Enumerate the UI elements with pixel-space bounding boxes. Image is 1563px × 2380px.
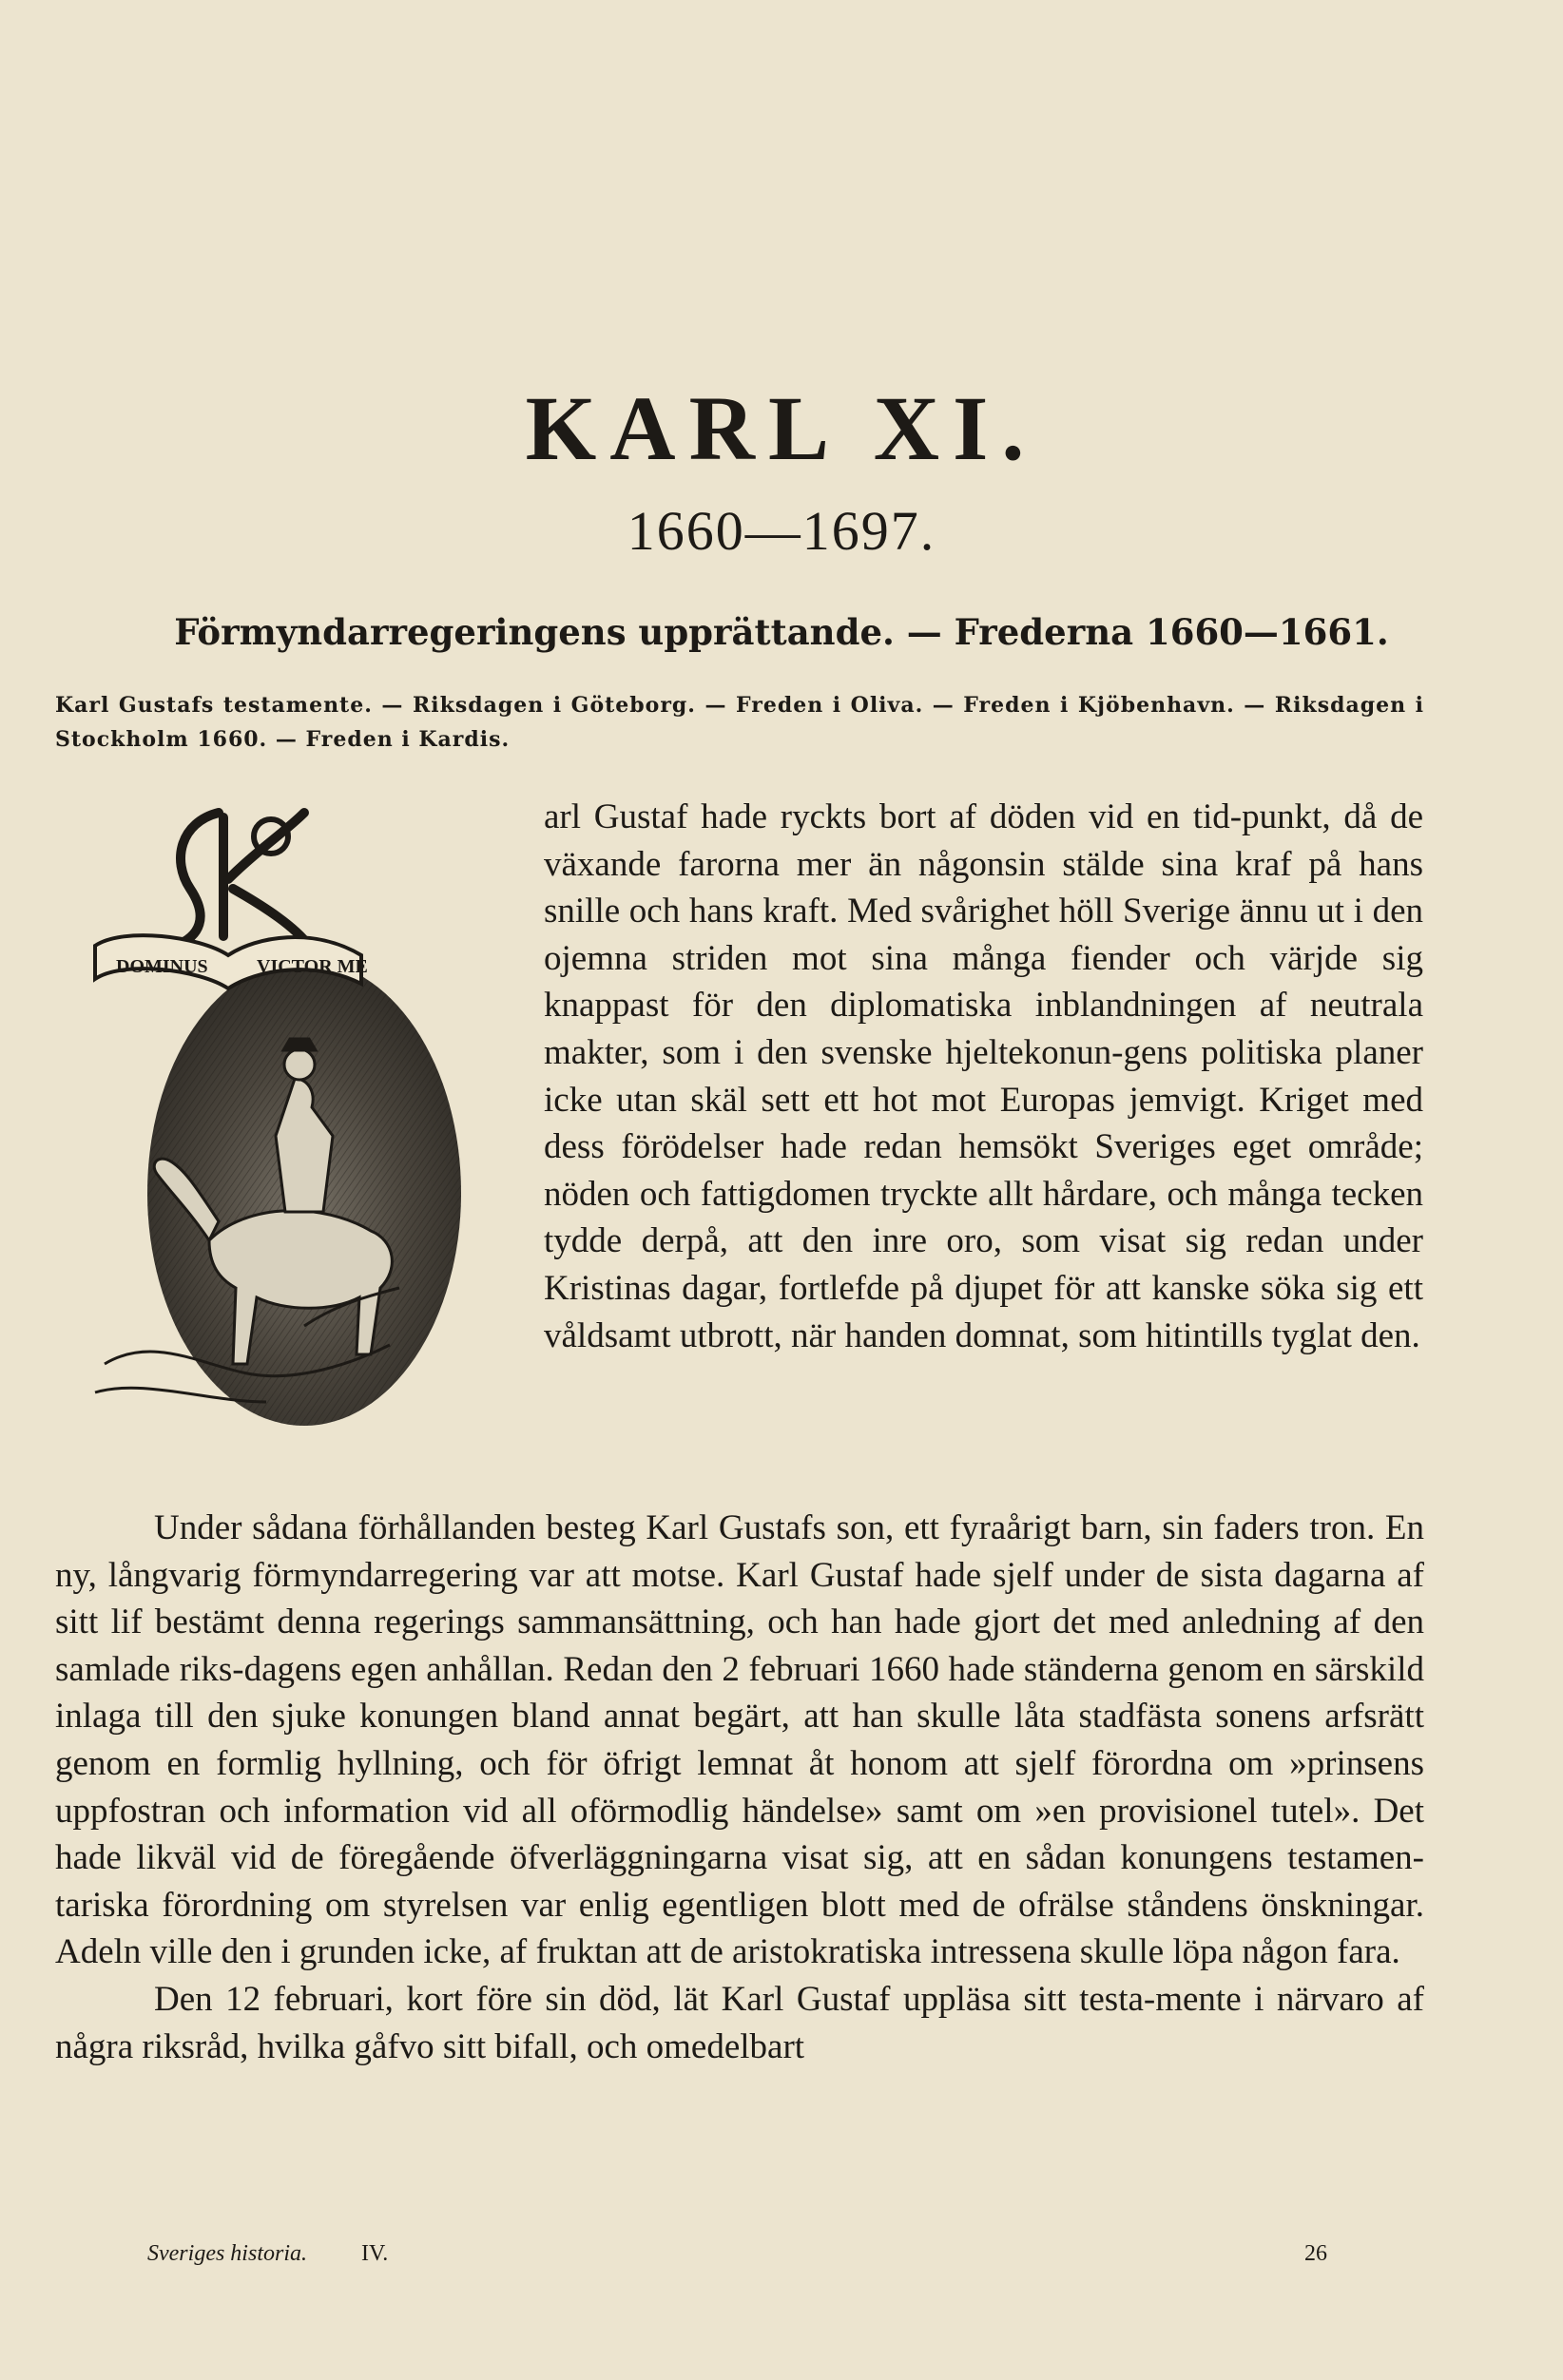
banner-right-text: VICTOR ME: [257, 956, 368, 977]
continuation-text: [55, 1505, 1424, 2070]
paragraph-3: Den 12 februari, kort före sin död, lät Karl Gustaf uppläsa sitt testa-mente i närvaro af några riksråd, hvilka gåfvo sitt bifall, och omedelbart: [55, 1979, 1424, 2066]
chapter-subtitle: Förmyndarregeringens upprättande. — Frederna 1660—1661.: [174, 611, 1389, 653]
paragraph-1: arl Gustaf hade ryckts bort af döden vid en tid-punkt, då de växande farorna mer än någonsin stälde sina kraf på hans snille och hans kraft. Med svårighet höll Sverige ännu ut i den ojemna striden mot sina många fiender och värjde sig knappast för den diplomatiska inblandningen af neutrala makter, som i den svenske hjeltekonun-gens politiska planer icke utan skäl sett ett hot mot Europas jemvigt. Kriget med dess förödelser hade redan hemsökt Sveriges eget område; nöden och fattigdomen tryckte allt hårdare, och många tecken tydde derpå, att den inre oro, som visat sig redan under Kristinas dagar, fortlefde på djupet för att kanske söka sig ett våldsamt utbrott, när handen domnat, som hitintills tyglat den.: [544, 797, 1423, 1355]
ornamental-letter-k: [176, 813, 309, 946]
footer-volume: IV.: [361, 2241, 389, 2266]
footer-signature: 26: [1304, 2241, 1327, 2266]
paragraph-2: Under sådana förhållanden besteg Karl Gustafs son, ett fyraårigt barn, sin faders tron. En ny, långvarig förmyndarregering var att motse. Karl Gustaf hade sjelf under de sista dagarna af sitt lif bestämt denna regerings sammansättning, och han hade gjort det med anledning af den samlade riks-dagens egen anhållan. Redan den 2 februari 1660 hade ständerna genom en särskild inlaga till den sjuke konungen bland annat begärt, att han skulle låta stadfästa sonens arfsrätt genom en formlig hyllning, och för öfrigt lemnat åt honom att sjelf förordna om »prinsens uppfostran och information vid all oförmodlig händelse» samt om »en provisionel tutel». Det hade likväl vid de föregående öfverläggningarna visat sig, att en sådan konungens testamen-tariska förordning om styrelsen var enlig egentligen blott med de ofrälse ståndens önskningar. Adeln ville den i grunden icke, af fruktan att de aristokratiska intressena skulle löpa någon fara.: [55, 1508, 1424, 1972]
chapter-years: 1660—1697.: [627, 500, 936, 562]
decorative-initial-k-illustration: [67, 794, 494, 1468]
banner-left-text: DOMINUS: [116, 956, 208, 977]
footer-source: Sveriges historia.: [147, 2241, 307, 2266]
opening-paragraph: [544, 794, 1423, 1359]
chapter-title: KARL XI.: [525, 377, 1038, 479]
chapter-summary: Karl Gustafs testamente. — Riksdagen i Göteborg. — Freden i Oliva. — Freden i Kjöbenhavn. — Riksdagen i Stockholm 1660. — Freden i Kardis.: [55, 693, 1424, 752]
